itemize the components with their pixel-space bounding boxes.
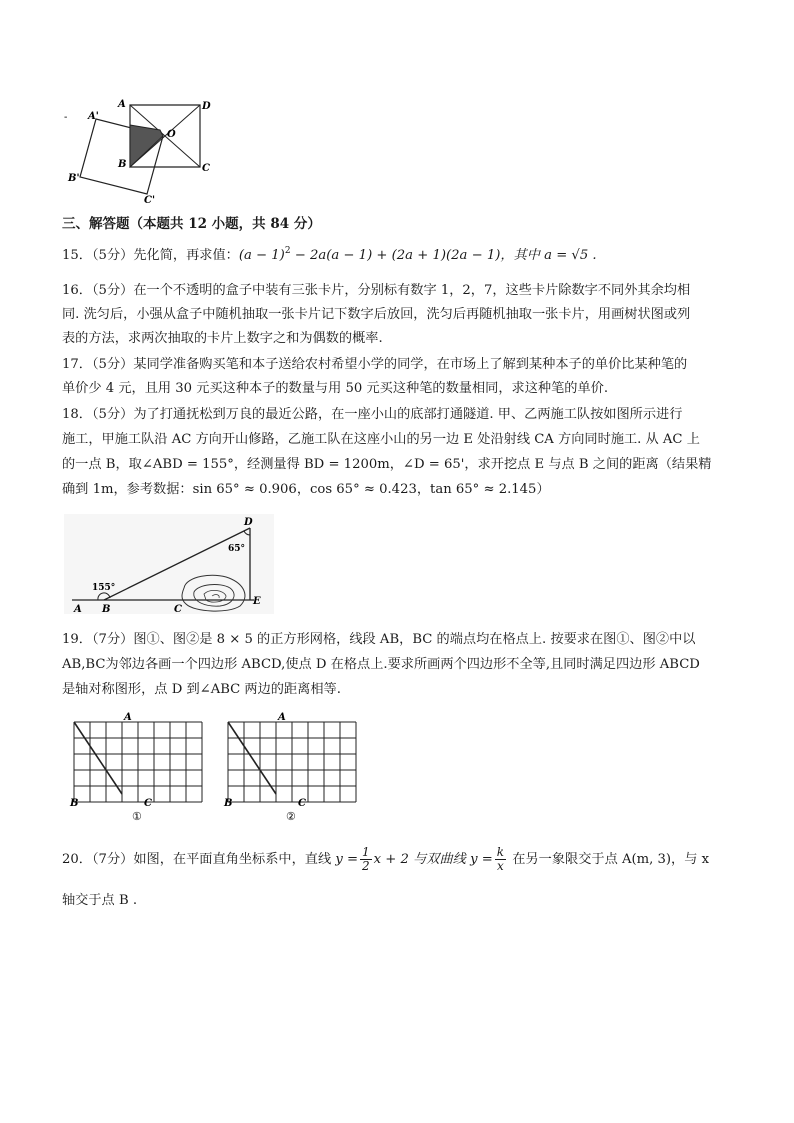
label-c: C bbox=[298, 798, 306, 809]
shaded-overlap-region bbox=[130, 125, 163, 167]
question-19-line-3: 是轴对称图形，点 D 到∠ABC 两边的距离相等. bbox=[62, 682, 341, 697]
caption-2: ② bbox=[286, 810, 296, 823]
figure-14-rotated-squares bbox=[60, 95, 220, 205]
label-a: A bbox=[278, 712, 286, 723]
question-19-line-2: AB,BC为邻边各画一个四边形 ABCD,使点 D 在格点上.要求所画两个四边形不全等,且同时满足四边形 ABCD bbox=[62, 657, 700, 672]
question-17-line-1: 17．（5分）某同学准备购买笔和本子送给农村希望小学的同学，在市场上了解到某种本子的单价比某种笔的 bbox=[62, 357, 688, 372]
label-a: A bbox=[124, 712, 132, 723]
label-a-prime: A' bbox=[88, 111, 99, 122]
segment-ab bbox=[74, 722, 122, 794]
label-b: B bbox=[118, 159, 127, 170]
label-c-prime: C' bbox=[144, 195, 156, 205]
figure-19-grid-1 bbox=[64, 710, 214, 825]
question-18-line-4: 确到 1m，参考数据：sin 65° ≈ 0.906，cos 65° ≈ 0.423，tan 65° ≈ 2.145） bbox=[62, 482, 550, 497]
q20-mid2: 在另一象限交于点 A(m, 3)，与 x bbox=[508, 852, 710, 867]
q15-exponent: 2 bbox=[284, 246, 291, 256]
question-16-line-3: 表的方法，求两次抽取的卡片上数字之和为偶数的概率. bbox=[62, 331, 383, 346]
q15-rest: − 2a(a − 1) + (2a + 1)(2a − 1)，其中 bbox=[290, 248, 545, 263]
question-18-line-2: 施工，甲施工队沿 AC 方向开山修路，乙施工队在这座小山的另一边 E 处沿射线 CA 方向同时施工. 从 AC 上 bbox=[62, 432, 700, 447]
section-heading: 三、解答题（本题共 12 小题，共 84 分） bbox=[62, 216, 321, 232]
segment-ab bbox=[228, 722, 276, 794]
question-18-line-3: 的一点 B，取∠ABD = 155°，经测量得 BD = 1200m，∠D = 65'，求开挖点 E 与点 B 之间的距离（结果精 bbox=[62, 457, 712, 472]
frac2-denominator: x bbox=[497, 859, 504, 873]
label-b: B bbox=[70, 798, 79, 809]
angle-b-value: 155° bbox=[92, 583, 116, 593]
q15-prefix: 15．（5分）先化简，再求值： bbox=[62, 248, 239, 263]
question-18-line-1: 18．（5分）为了打通抚松到万良的最近公路，在一座小山的底部打通隧道. 甲、乙两施工队按如图所示进行 bbox=[62, 407, 683, 422]
label-b-prime: B' bbox=[68, 173, 80, 184]
label-a: A bbox=[118, 99, 126, 110]
q20-mid1: x + 2 与双曲线 bbox=[373, 852, 471, 867]
label-d: D bbox=[244, 517, 253, 528]
figure-19-grid-2 bbox=[218, 710, 368, 825]
label-c: C bbox=[202, 163, 210, 174]
label-b: B bbox=[102, 604, 111, 614]
question-19-line-1: 19．（7分）图①、图②是 8 × 5 的正方形网格，线段 AB，BC 的端点均在格点上. 按要求在图①、图②中以 bbox=[62, 632, 696, 647]
label-o: O bbox=[167, 129, 176, 140]
frac2-numerator: k bbox=[496, 845, 505, 859]
q20-y2: y = bbox=[470, 852, 493, 867]
label-d: D bbox=[202, 101, 211, 112]
fraction-k-over-x bbox=[495, 846, 506, 873]
question-20-line-1 bbox=[62, 846, 734, 874]
caption-1: ① bbox=[132, 810, 142, 823]
figure-18-tunnel-diagram bbox=[64, 514, 274, 614]
question-20-line-2: 轴交于点 B . bbox=[62, 893, 138, 908]
label-b: B bbox=[224, 798, 233, 809]
q15-condition: a = √5 . bbox=[544, 248, 597, 263]
stray-dash: - bbox=[64, 112, 68, 123]
q20-y1: y = bbox=[335, 852, 359, 867]
label-c: C bbox=[144, 798, 152, 809]
question-17-line-2: 单价少 4 元，且用 30 元买这种本子的数量与用 50 元买这种笔的数量相同，求这种笔的单价. bbox=[62, 381, 609, 396]
label-a: A bbox=[74, 604, 82, 614]
label-c: C bbox=[174, 604, 182, 614]
label-e: E bbox=[253, 596, 261, 607]
frac1-numerator: 1 bbox=[362, 845, 370, 859]
q15-expr: (a − 1) bbox=[238, 248, 285, 263]
question-16-line-2: 同. 洗匀后，小强从盒子中随机抽取一张卡片记下数字后放回，洗匀后再随机抽取一张卡片，用画树状图或列 bbox=[62, 307, 691, 322]
fraction-one-half bbox=[360, 846, 372, 873]
question-15 bbox=[62, 245, 734, 267]
angle-d-value: 65° bbox=[228, 544, 246, 554]
q20-prefix: 20．（7分）如图，在平面直角坐标系中，直线 bbox=[62, 852, 336, 867]
question-16-line-1: 16．（5分）在一个不透明的盒子中装有三张卡片，分别标有数字 1，2，7，这些卡片除数字不同外其余均相 bbox=[62, 283, 691, 298]
frac1-denominator: 2 bbox=[362, 859, 370, 873]
